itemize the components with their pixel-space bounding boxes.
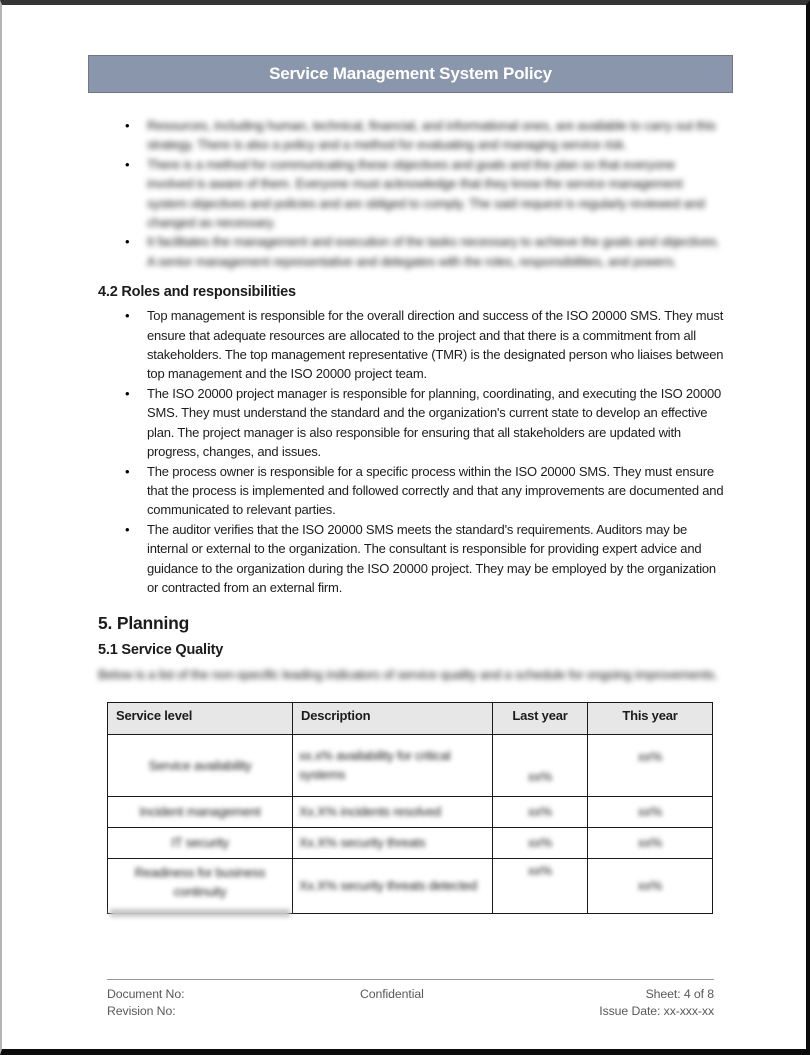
redacted-text: xx% (528, 862, 552, 878)
redacted-text: There is a method for communicating these objectives and goals and the plan so that everyone involved is aware of them. Everyone must acknowledge that they know the service management system objectives and policies and are obliged to comply. The said request is regularly reviewed and changed as necessary. (147, 156, 705, 231)
service-quality-heading: 5.1 Service Quality (98, 642, 224, 659)
cell-this-year (588, 734, 713, 796)
redacted-text: Xx.X% incidents resolved (299, 804, 441, 820)
redacted-text: xx% (528, 804, 552, 820)
redaction-smudge (110, 909, 290, 917)
redacted-text: xx% (528, 835, 552, 851)
cell-this-year (588, 796, 713, 827)
col-header-this-year: This year (588, 702, 713, 734)
list-item (98, 520, 724, 598)
list-item-text: The ISO 20000 project manager is responsible for planning, coordinating, and executing the ISO 20000 SMS. They must understand the standard and the organization's current state to develop an effective plan. The project manager is also responsible for ensuring that all stakeholders are updated with progress, changes, and issues. (147, 385, 722, 460)
cell-description (293, 734, 493, 796)
revision-no-label: Revision No: (107, 1004, 176, 1018)
redacted-text: xx% (638, 804, 662, 820)
list-item (98, 232, 724, 271)
planning-heading: 5. Planning (98, 613, 190, 634)
cell-description (293, 827, 493, 858)
redacted-text: xx% (528, 768, 552, 784)
cell-last-year (493, 734, 588, 796)
list-item-text: The auditor verifies that the ISO 20000 SMS meets the standard's requirements. Auditors may be internal or external to the organization. The consultant is responsible for providing expert advice and guidance to the organization during the ISO 20000 project. They may be employed by the organization or contracted from an external firm. (147, 521, 716, 595)
col-header-service-level: Service level (108, 702, 293, 734)
cell-description (293, 796, 493, 827)
cell-last-year (493, 796, 588, 827)
roles-heading: 4.2 Roles and responsibilities (98, 284, 296, 301)
table-row (108, 858, 713, 913)
col-header-description: Description (293, 702, 493, 734)
confidential-label: Confidential (359, 987, 424, 1001)
list-item (98, 116, 724, 155)
table-header-row (108, 702, 713, 734)
cell-this-year (588, 827, 713, 858)
redacted-text: Xx.X% security threats (299, 835, 426, 851)
redacted-text: xx% (638, 748, 662, 764)
redacted-text: Readiness for business continuity (134, 864, 266, 899)
col-header-last-year: Last year (493, 702, 588, 734)
document-no-label: Document No: (107, 987, 185, 1001)
redacted-text: xx.x% availability for critical systems (299, 748, 451, 783)
issue-date: Issue Date: xx-xxx-xx (599, 1004, 714, 1018)
list-item (98, 462, 724, 520)
redacted-text: Resources, including human, technical, financial, and informational ones, are available to carry out this strategy. There is also a policy and a method for evaluating and managing service risk. (147, 118, 716, 153)
title-banner (88, 55, 733, 93)
list-item (98, 384, 724, 462)
redacted-text: xx% (638, 878, 662, 894)
cell-this-year (588, 858, 713, 913)
page-title: Service Management System Policy (269, 64, 552, 83)
cell-service-level (108, 827, 293, 858)
list-item (98, 155, 724, 233)
roles-list (98, 306, 724, 597)
page-content (98, 93, 724, 914)
redacted-text: Service availability (148, 757, 252, 773)
redacted-text: Xx.X% security threats detected (299, 878, 478, 894)
table-row (108, 827, 713, 858)
redacted-text: IT security (171, 835, 229, 851)
redacted-text: xx% (638, 835, 662, 851)
cell-last-year (493, 858, 588, 913)
redacted-intro-list (98, 116, 724, 271)
cell-service-level (108, 734, 293, 796)
redacted-text: Incident management (139, 804, 261, 820)
sheet-number: Sheet: 4 of 8 (645, 987, 714, 1001)
list-item (98, 306, 724, 384)
list-item-text: Top management is responsible for the overall direction and success of the ISO 20000 SMS. They must ensure that adequate resources are allocated to the project and that there is a commitment from all stakeholders. The top management representative (TMR) is the designated person who liaises between top management and the ISO 20000 project team. (147, 308, 724, 382)
cell-last-year (493, 827, 588, 858)
cell-service-level (108, 796, 293, 827)
redacted-text: Below is a list of the non-specific leading indicators of service quality and a schedule for ongoing improvements. (98, 667, 718, 683)
page-footer (107, 979, 714, 1020)
cell-description (293, 858, 493, 913)
service-quality-table (107, 702, 713, 914)
redacted-paragraph (98, 665, 718, 684)
redacted-text: It facilitates the management and execution of the tasks necessary to achieve the goals and objectives. A senior management representative and delegates with the roles, responsibilities, and powers. (147, 234, 720, 269)
list-item-text: The process owner is responsible for a specific process within the ISO 20000 SMS. They must ensure that the process is implemented and followed correctly and that any improvements are documented and communicated to relevant parties. (147, 463, 724, 518)
table-row (108, 734, 713, 796)
table-row (108, 796, 713, 827)
cell-service-level (108, 858, 293, 913)
